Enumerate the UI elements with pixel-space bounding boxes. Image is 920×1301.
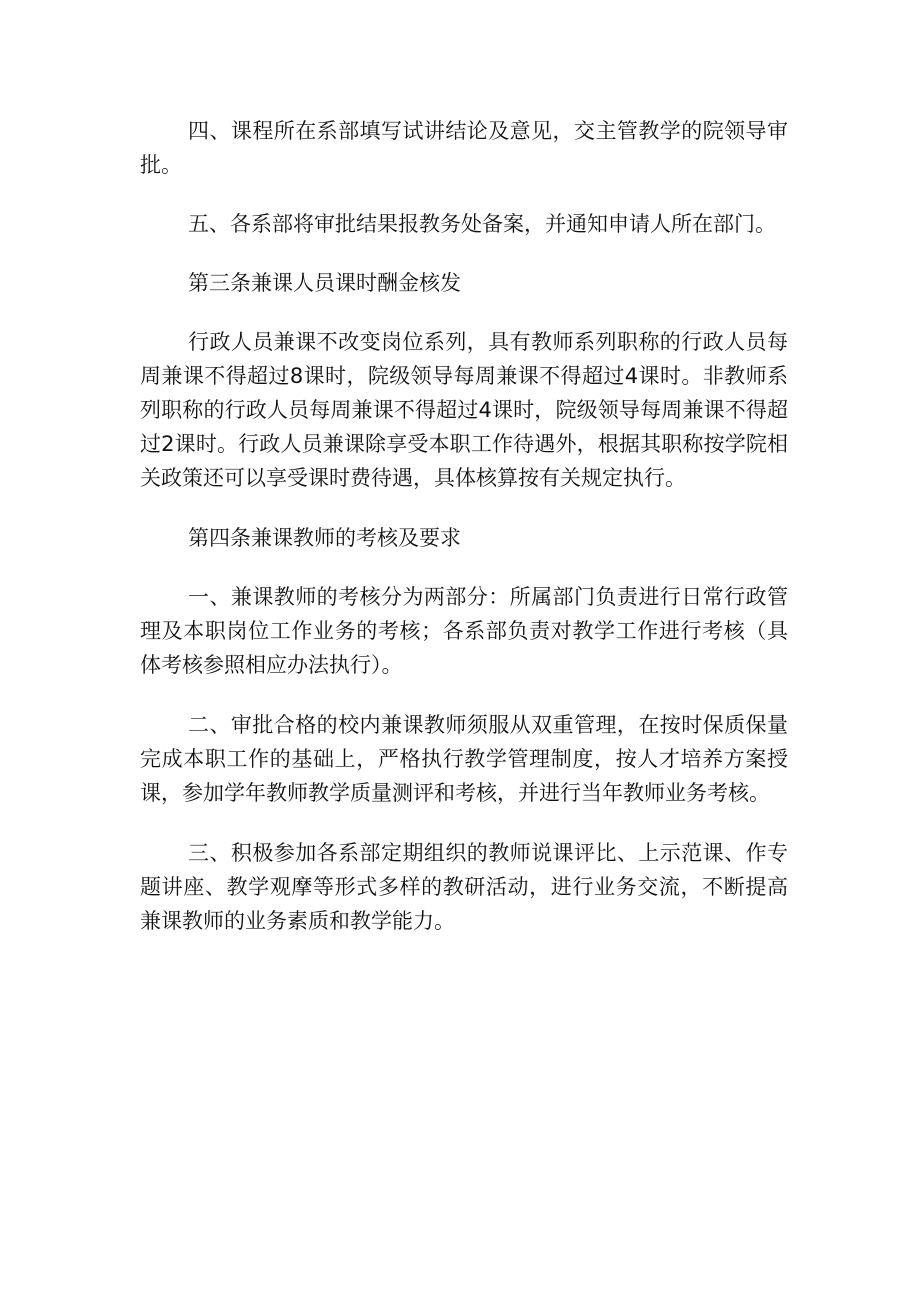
- article-three-heading: 第三条兼课人员课时酬金核发: [188, 271, 461, 295]
- paragraph-item-four: 四、课程所在系部填写试讲结论及意见，交主管教学的院领导审批。: [140, 119, 788, 177]
- article-four-heading: 第四条兼课教师的考核及要求: [188, 526, 461, 550]
- paragraph-item-two: 二、审批合格的校内兼课教师须服从双重管理，在按时保质保量完成本职工作的基础上，严格执行教学管理制度，按人才培养方案授课，参加学年教师教学质量测评和考核，并进行当年教师业务考核。: [140, 713, 788, 805]
- document-body: [140, 114, 788, 938]
- paragraph-item-five: 五、各系部将审批结果报教务处备案，并通知申请人所在部门。: [188, 212, 776, 236]
- paragraph-item-three: 三、积极参加各系部定期组织的教师说课评比、上示范课、作专题讲座、教学观摩等形式多样的教研活动，进行业务交流，不断提高兼课教师的业务素质和教学能力。: [140, 841, 788, 933]
- article-three-body: 行政人员兼课不改变岗位系列，具有教师系列职称的行政人员每周兼课不得超过8课时，院级领导每周兼课不得超过4课时。非教师系列职称的行政人员每周兼课不得超过4课时，院级领导每周兼课不得超过2课时。行政人员兼课除享受本职工作待遇外，根据其职称按学院相关政策还可以享受课时费待遇，具体核算按有关规定执行。: [140, 330, 788, 490]
- paragraph-item-one: 一、兼课教师的考核分为两部分：所属部门负责进行日常行政管理及本职岗位工作业务的考核；各系部负责对教学工作进行考核（具体考核参照相应办法执行）。: [140, 585, 788, 677]
